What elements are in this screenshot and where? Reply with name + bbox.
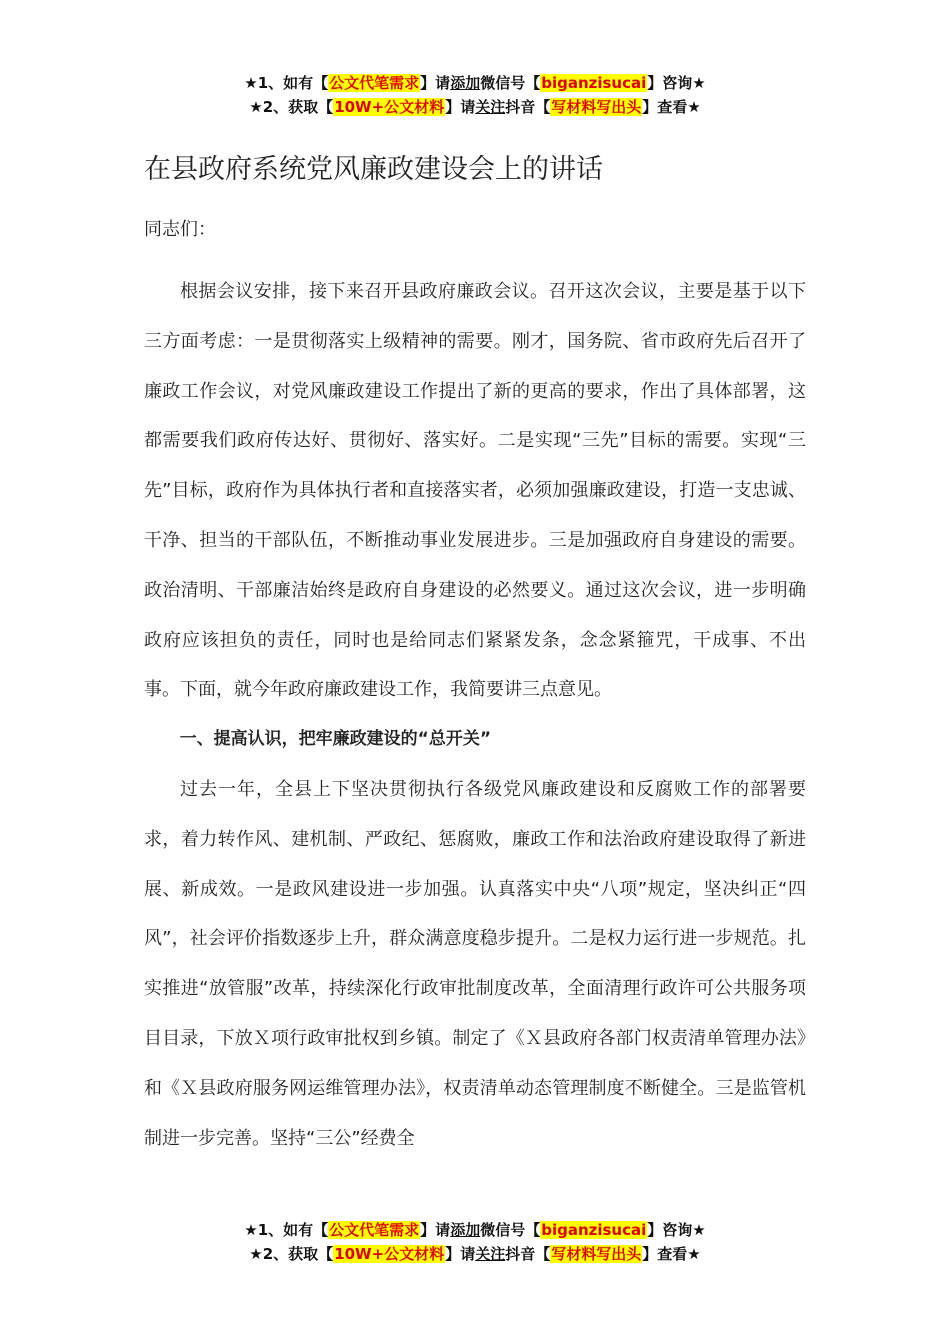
body-paragraph-1: 根据会议安排，接下来召开县政府廉政会议。召开这次会议，主要是基于以下三方面考虑：一是贯彻落实上级精神的需要。刚才，国务院、省市政府先后召开了廉政工作会议，对党风廉政建设工作提出了新的更高的要求，作出了具体部署，这都需要我们政府传达好、贯彻好、落实好。二是实现“三先”目标的需要。实现“三先”目标，政府作为具体执行者和直接落实者，必须加强廉政建设，打造一支忠诚、干净、担当的干部队伍，不断推动事业发展进步。三是加强政府自身建设的需要。政治清明、干部廉洁始终是政府自身建设的必然要义。通过这次会议，进一步明确政府应该担负的责任，同时也是给同志们紧紧发条，念念紧箍咒，干成事、不出事。下面，就今年政府廉政建设工作，我简要讲三点意见。 [144,281,806,701]
promo-text: 】查看★ [642,98,701,116]
promo-line-2 [0,1242,950,1266]
promo-highlight-douyin-account: 写材料写出头 [551,98,642,116]
promo-text: 】咨询★ [647,1221,706,1239]
body-paragraph-2: 过去一年，全县上下坚决贯彻执行各级党风廉政建设和反腐败工作的部署要求，着力转作风、建机制、严政纪、惩腐败，廉政工作和法治政府建设取得了新进展、新成效。一是政风建设进一步加强。认真落实中央“八项”规定，坚决纠正“四风”，社会评价指数逐步上升，群众满意度稳步提升。二是权力运行进一步规范。扎实推进“放管服”改革，持续深化行政审批制度改革，全面清理行政许可公共服务项目目录，下放Ｘ项行政审批权到乡镇。制定了《Ｘ县政府各部门权责清单管理办法》和《Ｘ县政府服务网运维管理办法》，权责清单动态管理制度不断健全。三是监管机制进一步完善。坚持“三公”经费全 [144,778,806,1149]
promo-highlight-materials: 10W+公文材料 [334,98,445,116]
section-heading-1: 一、提高认识，把牢廉政建设的“总开关” [179,729,492,750]
promo-line-1 [0,1218,950,1242]
salutation: 同志们： [144,219,216,240]
document-title: 在县政府系统党风廉政建设会上的讲话 [144,154,603,185]
promo-highlight-materials: 10W+公文材料 [334,1245,445,1263]
document-body [144,267,806,1163]
promo-highlight-service: 公文代笔需求 [329,1221,420,1239]
promo-underlined-text: 关注 [475,98,506,116]
promo-text: 微信号【 [480,1221,541,1239]
promo-highlight-service: 公文代笔需求 [329,74,420,92]
promo-underlined-text: 添加 [450,1221,481,1239]
promo-text: 】请 [420,74,451,92]
promo-text: ★2、获取【 [249,1245,334,1263]
promo-line-1 [0,71,950,95]
promo-text: 】查看★ [642,1245,701,1263]
promo-text: 】咨询★ [647,74,706,92]
promo-text: 】请 [445,1245,476,1263]
promo-underlined-text: 关注 [475,1245,506,1263]
promo-text: 抖音【 [505,98,551,116]
promo-highlight-douyin-account: 写材料写出头 [551,1245,642,1263]
top-promo-banner [0,71,950,119]
promo-text: ★2、获取【 [249,98,334,116]
promo-text: 】请 [445,98,476,116]
promo-text: 抖音【 [505,1245,551,1263]
promo-underlined-text: 添加 [450,74,481,92]
bottom-promo-banner [0,1218,950,1266]
promo-text: ★1、如有【 [244,1221,329,1239]
promo-text: 微信号【 [480,74,541,92]
promo-text: 】请 [420,1221,451,1239]
promo-text: ★1、如有【 [244,74,329,92]
promo-highlight-wechat-id: biganzisucai [541,1221,647,1239]
promo-line-2 [0,95,950,119]
promo-highlight-wechat-id: biganzisucai [541,74,647,92]
